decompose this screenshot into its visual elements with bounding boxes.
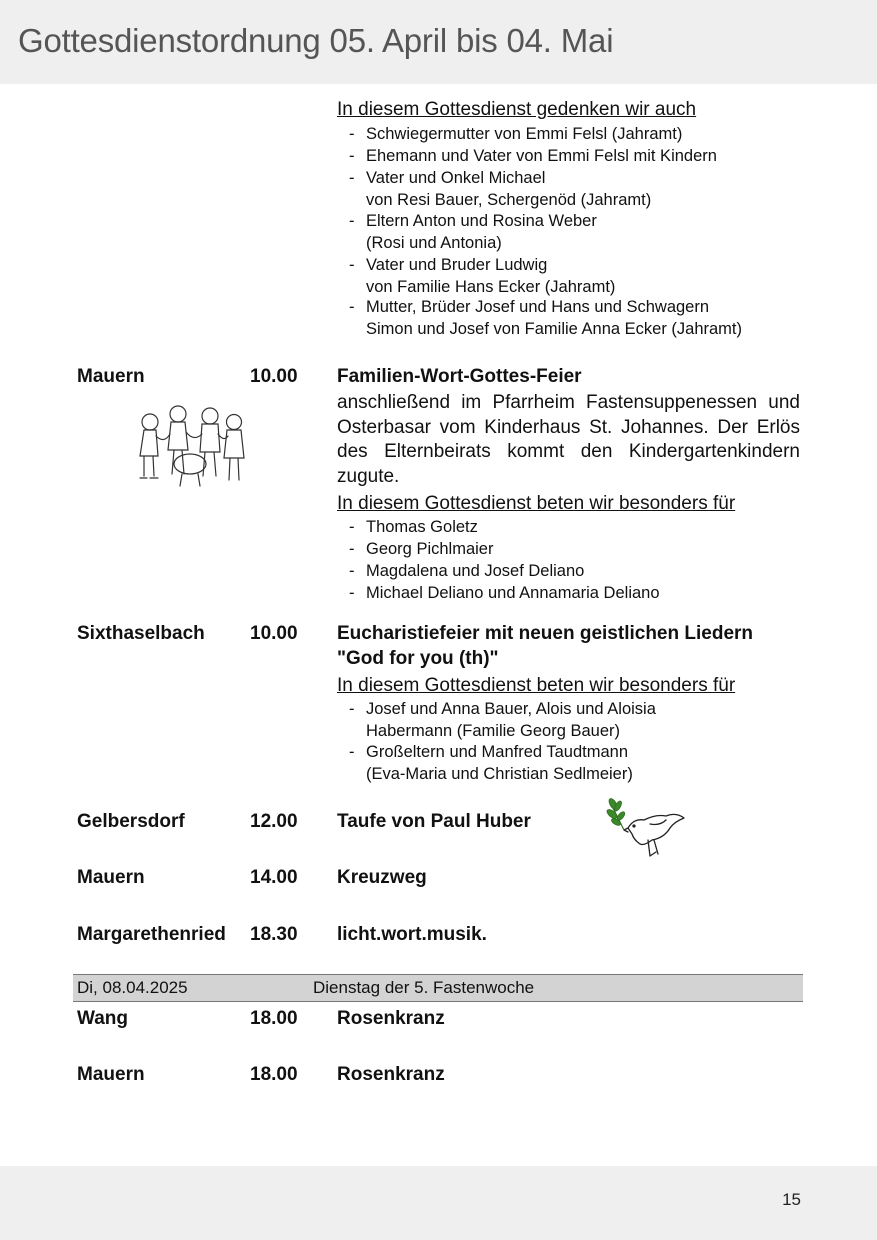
list-item: - Ehemann und Vater von Emmi Felsl mit Kindern [349,147,717,165]
list-item: - Magdalena und Josef Deliano [349,562,585,580]
page-number: 15 [782,1190,801,1209]
service-title: "God for you (th)" [337,648,499,669]
children-circle-icon [130,404,252,490]
service-place: Margarethenried [77,924,226,945]
list-item: - Mutter, Brüder Josef und Hans und Schwagern Simon und Josef von Familie Anna Ecker (Jahramt) [349,298,742,338]
dove-icon [604,794,688,860]
list-item: - Thomas Goletz [349,518,478,536]
page-header [0,0,877,84]
service-title: licht.wort.musik. [337,924,487,945]
list-item: - Vater und Bruder Ludwig von Familie Hans Ecker (Jahramt) [349,256,616,296]
list-item: - Vater und Onkel Michael von Resi Bauer, Schergenöd (Jahramt) [349,169,652,209]
list-item: - Eltern Anton und Rosina Weber (Rosi und Antonia) [349,212,597,252]
service-place: Wang [77,1008,129,1029]
list-item: - Großeltern und Manfred Taudtmann (Eva-Maria und Christian Sedlmeier) [349,743,633,783]
service-title: Taufe von Paul Huber [337,811,531,832]
service-time: 14.00 [250,867,298,888]
service-title: Kreuzweg [337,867,427,888]
list-item: - Schwiegermutter von Emmi Felsl (Jahramt) [349,125,683,143]
service-place: Mauern [77,867,145,888]
service-place: Gelbersdorf [77,811,185,832]
service-place: Mauern [77,1064,145,1085]
memorial-heading: In diesem Gottesdienst gedenken wir auch [337,99,697,120]
page-title: Gottesdienstordnung 05. April bis 04. Mai [18,22,614,59]
prayer-heading: In diesem Gottesdienst beten wir besonders für [337,675,736,696]
service-time: 10.00 [250,366,298,387]
day-date: Di, 08.04.2025 [77,978,188,997]
service-description: anschließend im Pfarrheim Fastensuppenessen und Osterbasar vom Kinderhaus St. Johannes. Der Erlös des Elternbeirats kommt den Kindergartenkindern zugute. [337,392,800,487]
prayer-heading: In diesem Gottesdienst beten wir besonders für [337,493,736,514]
list-item: - Michael Deliano und Annamaria Deliano [349,584,660,602]
service-title: Eucharistiefeier mit neuen geistlichen Liedern [337,623,754,644]
service-title: Rosenkranz [337,1008,445,1029]
service-title: Rosenkranz [337,1064,445,1085]
service-time: 12.00 [250,811,298,832]
day-label: Dienstag der 5. Fastenwoche [313,978,535,997]
service-title: Familien-Wort-Gottes-Feier [337,366,582,387]
day-header-row [73,974,803,1002]
service-place: Sixthaselbach [77,623,205,644]
service-time: 18.00 [250,1008,298,1029]
service-time: 10.00 [250,623,298,644]
list-item: - Josef und Anna Bauer, Alois und Aloisia Habermann (Familie Georg Bauer) [349,700,656,740]
service-time: 18.30 [250,924,298,945]
service-place: Mauern [77,366,145,387]
service-time: 18.00 [250,1064,298,1085]
list-item: - Georg Pichlmaier [349,540,494,558]
page-footer [0,1166,877,1240]
